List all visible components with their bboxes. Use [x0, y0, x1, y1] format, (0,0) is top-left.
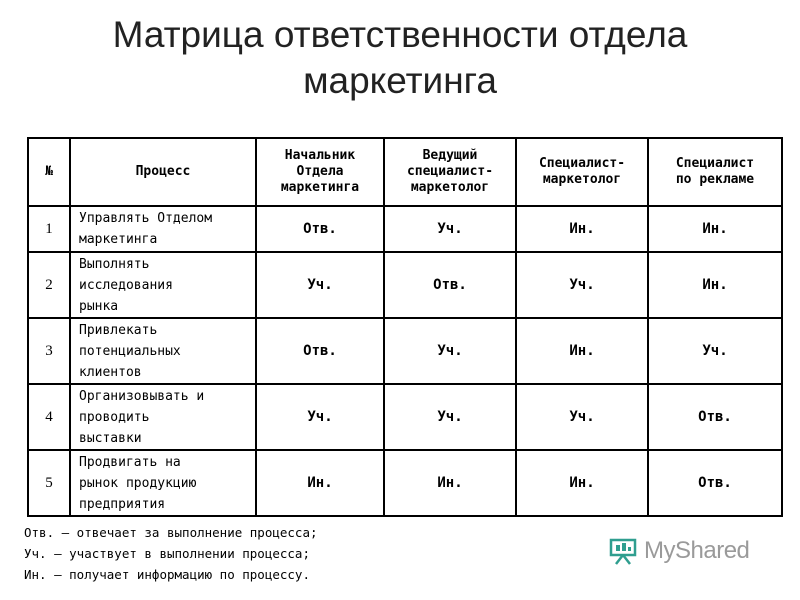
role-cell: Уч. [384, 206, 516, 252]
process-line: выставки [79, 430, 142, 446]
role-cell: Уч. [384, 318, 516, 384]
process-cell [70, 384, 256, 450]
role-cell: Отв. [384, 252, 516, 318]
slide-title-line-2: маркетинга [303, 60, 497, 101]
legend-line: Уч. – участвует в выполнении процесса; [24, 546, 310, 561]
header-line: маркетолог [410, 180, 490, 195]
header-line: № [45, 164, 53, 179]
row-number: 4 [28, 384, 70, 450]
process-line: Привлекать [79, 322, 158, 338]
header-marketer [516, 138, 648, 206]
table-row [28, 384, 782, 450]
row-number: 1 [28, 206, 70, 252]
header-line: маркетинга [280, 180, 360, 195]
header-line: Специалист [675, 156, 755, 171]
process-line: Продвигать на [79, 454, 181, 470]
table-body [28, 206, 782, 516]
role-cell: Уч. [648, 318, 782, 384]
header-line: Ведущий [422, 148, 478, 163]
table-header-row [28, 138, 782, 206]
slide-title [0, 12, 800, 104]
role-cell: Отв. [256, 206, 384, 252]
role-cell: Отв. [648, 450, 782, 516]
header-head-of-department [256, 138, 384, 206]
role-cell: Уч. [256, 384, 384, 450]
role-cell: Отв. [256, 318, 384, 384]
presentation-board-icon [608, 537, 638, 565]
process-line: предприятия [79, 496, 166, 512]
role-cell: Ин. [256, 450, 384, 516]
header-number [28, 138, 70, 206]
watermark-logo [608, 537, 749, 565]
process-line: исследования [79, 277, 173, 293]
process-cell [70, 206, 256, 252]
header-line: Процесс [135, 164, 191, 179]
table-row [28, 450, 782, 516]
process-line: потенциальных [79, 343, 181, 359]
role-cell: Уч. [384, 384, 516, 450]
process-cell [70, 450, 256, 516]
header-lead-marketer [384, 138, 516, 206]
process-line: клиентов [79, 364, 142, 380]
process-line: рынка [79, 298, 119, 314]
header-line: маркетолог [542, 172, 622, 187]
process-line: Управлять Отделом [79, 211, 213, 226]
table-row [28, 206, 782, 252]
watermark-text: MyShared [644, 537, 750, 564]
process-line: Организовывать и [79, 388, 205, 404]
role-cell: Ин. [384, 450, 516, 516]
table-row [28, 252, 782, 318]
legend-line: Отв. – отвечает за выполнение процесса; [24, 525, 318, 540]
process-line: Выполнять [79, 256, 150, 272]
legend-line: Ин. – получает информацию по процессу. [24, 567, 310, 582]
process-line: маркетинга [79, 232, 158, 247]
role-cell: Ин. [516, 318, 648, 384]
slide-title-line-1: Матрица ответственности отдела [112, 14, 688, 55]
table-row [28, 318, 782, 384]
process-line: проводить [79, 409, 150, 425]
legend [24, 522, 318, 585]
process-line: рынок продукцию [79, 475, 197, 491]
role-cell: Уч. [516, 252, 648, 318]
process-cell [70, 318, 256, 384]
role-cell: Ин. [648, 206, 782, 252]
role-cell: Уч. [256, 252, 384, 318]
row-number: 2 [28, 252, 70, 318]
responsibility-matrix-table [27, 137, 783, 517]
header-line: по рекламе [675, 172, 755, 187]
role-cell: Ин. [516, 206, 648, 252]
role-cell: Ин. [516, 450, 648, 516]
header-line: Отдела [296, 164, 344, 179]
header-line: Начальник [284, 148, 356, 163]
header-line: специалист- [406, 164, 494, 179]
role-cell: Ин. [648, 252, 782, 318]
header-ad-specialist [648, 138, 782, 206]
role-cell: Отв. [648, 384, 782, 450]
row-number: 3 [28, 318, 70, 384]
role-cell: Уч. [516, 384, 648, 450]
header-line: Специалист- [538, 156, 626, 171]
process-cell [70, 252, 256, 318]
header-process [70, 138, 256, 206]
row-number: 5 [28, 450, 70, 516]
